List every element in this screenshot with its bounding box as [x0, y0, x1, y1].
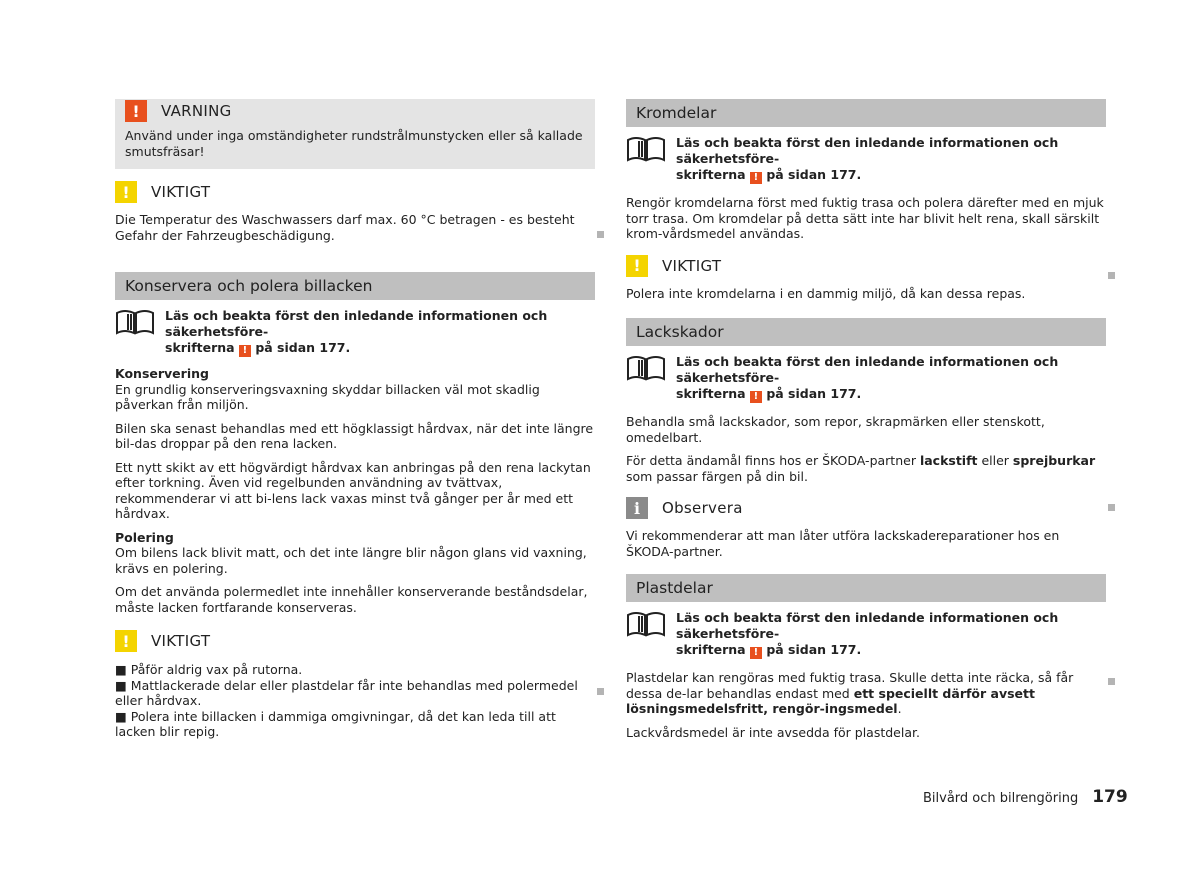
book-icon — [626, 135, 666, 163]
exclamation-icon: ! — [115, 630, 137, 652]
reference-note — [626, 610, 1106, 659]
reference-note — [115, 308, 595, 357]
important-title: VIKTIGT — [151, 183, 211, 201]
section-end-marker — [597, 231, 604, 238]
info-icon: i — [626, 497, 648, 519]
reference-text: Läs och beakta först den inledande informationen och säkerhetsföre- skrifterna ! på sidan 177. — [676, 354, 1059, 402]
subheading-konservering: Konservering — [115, 366, 209, 381]
reference-note — [626, 135, 1106, 184]
paragraph: Lackvårdsmedel är inte avsedda för plastdelar. — [626, 724, 920, 740]
list-item: ■ Påför aldrig vax på rutorna. — [115, 662, 303, 677]
warning-title: VARNING — [161, 102, 232, 120]
section-title-lackskador: Lackskador — [626, 318, 1106, 346]
section-title-plastdelar: Plastdelar — [626, 574, 1106, 602]
important-title: VIKTIGT — [662, 256, 722, 275]
reference-text: Läs och beakta först den inledande informationen och säkerhetsföre- skrifterna ! på sidan 177. — [676, 610, 1059, 658]
section-title-kromdelar: Kromdelar — [626, 99, 1106, 127]
paragraph: Behandla små lackskador, som repor, skrapmärken eller stenskott, omedelbart. — [626, 414, 1045, 445]
exclamation-icon: ! — [125, 100, 147, 122]
exclamation-icon[interactable]: ! — [239, 345, 251, 357]
book-icon — [626, 610, 666, 638]
right-column — [626, 99, 1106, 740]
reference-text: Läs och beakta först den inledande informationen och säkerhetsföre- skrifterna ! på sidan 177. — [165, 308, 548, 356]
section-end-marker — [1108, 504, 1115, 511]
section-end-marker — [1108, 678, 1115, 685]
important-title: VIKTIGT — [151, 632, 211, 650]
warning-header — [125, 99, 585, 123]
paragraph: Om det använda polermedlet inte innehåller konserverande beståndsdelar, måste lacken fortfarande konserveras. — [115, 584, 588, 615]
exclamation-icon[interactable]: ! — [750, 391, 762, 403]
important-header — [626, 254, 1106, 278]
section-title-konservera: Konservera och polera billacken — [115, 272, 595, 300]
reference-text: Läs och beakta först den inledande informationen och säkerhetsföre- skrifterna ! på sidan 177. — [676, 135, 1059, 183]
note-header — [626, 496, 1106, 520]
page-number: 179 — [1092, 787, 1128, 807]
list-item: ■ Polera inte billacken i dammiga omgivningar, då det kan leda till att lacken blir repig. — [115, 708, 556, 739]
paragraph: Om bilens lack blivit matt, och det inte längre blir någon glans vid vaxning, krävs en polering. — [115, 545, 587, 576]
warning-text: Använd under inga omständigheter rundstrålmunstycken eller så kallade smutsfräsar! — [125, 128, 583, 159]
exclamation-icon: ! — [626, 255, 648, 277]
book-icon — [626, 354, 666, 382]
reference-note — [626, 354, 1106, 403]
important-header — [115, 180, 595, 204]
exclamation-icon: ! — [115, 181, 137, 203]
section-end-marker — [1108, 272, 1115, 279]
paragraph: Bilen ska senast behandlas med ett högklassigt hårdvax, när det inte längre bil-das droppar på den rena lacken. — [115, 420, 594, 451]
paragraph: För detta ändamål finns hos er ŠKODA-partner lackstift eller sprejburkar som passar färgen på din bil. — [626, 453, 1096, 484]
important-header — [115, 629, 595, 653]
note-title: Observera — [662, 499, 743, 517]
section-end-marker — [597, 688, 604, 695]
chapter-title: Bilvård och bilrengöring — [923, 791, 1079, 806]
note-text: Vi rekommenderar att man låter utföra lackskadereparationer hos en ŠKODA-partner. — [626, 528, 1060, 559]
warning-box — [115, 99, 595, 169]
paragraph: Rengör kromdelarna först med fuktig trasa och polera därefter med en mjuk torr trasa. Om kromdelar på detta sätt inte har blivit helt rena, skall särskilt krom-vårdsmedel användas. — [626, 195, 1104, 241]
exclamation-icon[interactable]: ! — [750, 172, 762, 184]
important-text: Polera inte kromdelarna i en dammig miljö, då kan dessa repas. — [626, 285, 1026, 301]
book-icon — [115, 308, 155, 336]
exclamation-icon[interactable]: ! — [750, 647, 762, 659]
page-footer — [923, 787, 1128, 807]
subheading-polering: Polering — [115, 529, 174, 545]
paragraph: Ett nytt skikt av ett högvärdigt hårdvax kan anbringas på den rena lackytan efter torkning. Även vid regelbunden användning av tvättvax, rekommenderar vi att bi-lens lack vaxas minst två gånger per år med ett hårdvax. — [115, 459, 591, 521]
paragraph: Plastdelar kan rengöras med fuktig trasa. Skulle detta inte räcka, så får dessa de-lar behandlas endast med ett speciellt därför avsett lösningsmedelsfritt, rengör-ingsmedel. — [626, 670, 1074, 716]
left-column — [115, 99, 595, 740]
list-item: ■ Mattlackerade delar eller plastdelar får inte behandlas med polermedel eller hårdvax. — [115, 677, 578, 708]
paragraph: En grundlig konserveringsvaxning skyddar billacken väl mot skadlig påverkan från miljön. — [115, 381, 540, 412]
important-text: Die Temperatur des Waschwassers darf max. 60 °C betragen - es besteht Gefahr der Fahrzeugbeschädigung. — [115, 212, 575, 243]
